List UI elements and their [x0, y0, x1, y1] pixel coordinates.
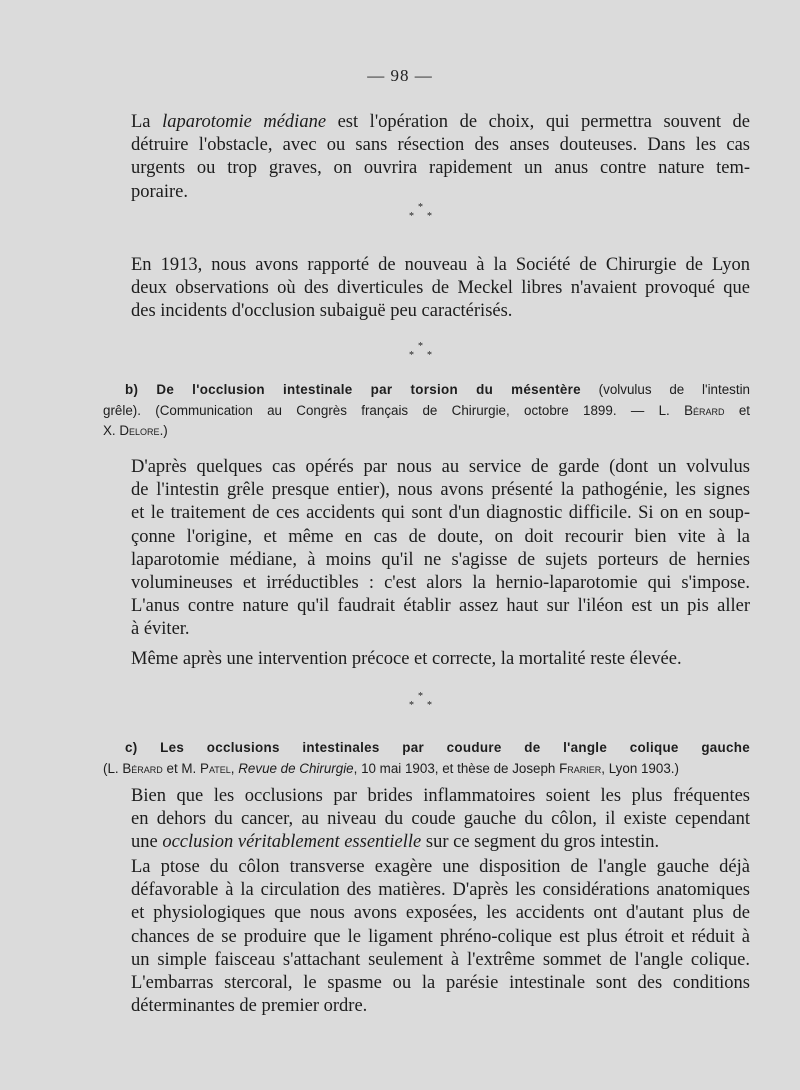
- text-line: un simple faisceau s'attachant seulement à l'extrême sommet de l'angle colique.: [131, 949, 750, 970]
- text-line: La ptose du côlon transverse exagère une disposition de l'angle gauche déjà: [131, 857, 750, 877]
- heading-line: grêle). (Communication au Congrès français de Chirurgie, octobre 1899. — L. Bérard et: [103, 402, 751, 418]
- text-line: D'après quelques cas opérés par nous au service de garde (dont un volvulus: [131, 457, 750, 477]
- text-line: Bien que les occlusions par brides inflammatoires soient les plus fréquentes: [131, 786, 750, 806]
- text-line: déterminantes de premier ordre.: [131, 996, 368, 1017]
- section-c-heading: [103, 738, 750, 779]
- text-line: En 1913, nous avons rapporté de nouveau à la Société de Chirurgie de Lyon: [131, 255, 750, 275]
- section-b-heading: [103, 380, 750, 442]
- text-line: détruire l'obstacle, avec ou sans résection des anses douteuses. Dans les cas: [131, 135, 750, 156]
- intro-paragraph: [103, 111, 750, 204]
- text-line: laparotomie médiane, à moins qu'il ne s'agisse de sujets porteurs de hernies: [131, 549, 750, 570]
- text-line: et le traitement de ces accidents qui sont d'un diagnostic difficile. Si on en soup-: [131, 503, 750, 524]
- heading-line: b) De l'occlusion intestinale par torsion du mésentère (volvulus de l'intestin: [125, 382, 750, 397]
- brides-paragraph: [103, 785, 750, 855]
- text-line: et physiologiques que nous avons exposées, les accidents ont d'autant plus de: [131, 903, 750, 924]
- volvulus-paragraph: [103, 456, 750, 642]
- page-number: — 98 —: [367, 66, 433, 85]
- text-line: çonne l'origine, et même en cas de doute, on doit recourir bien vite à la: [131, 526, 750, 547]
- text-line: Même après une intervention précoce et correcte, la mortalité reste élevée.: [131, 649, 682, 669]
- ptose-paragraph: [103, 856, 750, 1018]
- mortality-paragraph: [103, 648, 750, 671]
- asterism-divider: * * *: [409, 202, 432, 222]
- text-line: L'embarras stercoral, le spasme ou la parésie intestinale sont des conditions: [131, 973, 750, 994]
- text-line: L'anus contre nature qu'il faudrait établir assez haut sur l'iléon est un pis aller: [131, 596, 750, 617]
- text-line: volumineuses et irréductibles : c'est alors la hernio-laparotomie qui s'impose.: [131, 573, 750, 594]
- heading-line: X. Delore.): [103, 423, 168, 439]
- text-line: La laparotomie médiane est l'opération de choix, qui permettra souvent de: [131, 112, 750, 132]
- text-line: en dehors du cancer, au niveau du coude gauche du côlon, il existe cependant: [131, 809, 750, 830]
- asterism-divider: * * *: [409, 341, 432, 361]
- heading-line: c) Les occlusions intestinales par coudure de l'angle colique gauche: [125, 740, 750, 755]
- text-line: urgents ou trop graves, on ouvrira rapidement un anus contre nature tem-: [131, 158, 750, 179]
- text-line: défavorable à la circulation des matières. D'après les considérations anatomiques: [131, 880, 750, 901]
- text-line: poraire.: [131, 181, 189, 202]
- text-line: à éviter.: [131, 619, 190, 640]
- heading-line: (L. Bérard et M. Patel, Revue de Chirurgie, 10 mai 1903, et thèse de Joseph Frarier, Lyon 1903.): [103, 760, 679, 776]
- text-line: chances de se produire que le ligament phréno-colique est plus étroit et réduit à: [131, 926, 750, 947]
- asterism-divider: * * *: [409, 691, 432, 711]
- text-line: des incidents d'occlusion subaiguë peu caractérisés.: [131, 301, 513, 322]
- text-line: deux observations où des diverticules de Meckel libres n'avaient provoqué que: [131, 278, 750, 299]
- text-line: une occlusion véritablement essentielle sur ce segment du gros intestin.: [131, 832, 660, 853]
- lyon-paragraph: [103, 254, 750, 324]
- text-line: de l'intestin grêle presque entier), nous avons présenté la pathogénie, les signes: [131, 480, 750, 501]
